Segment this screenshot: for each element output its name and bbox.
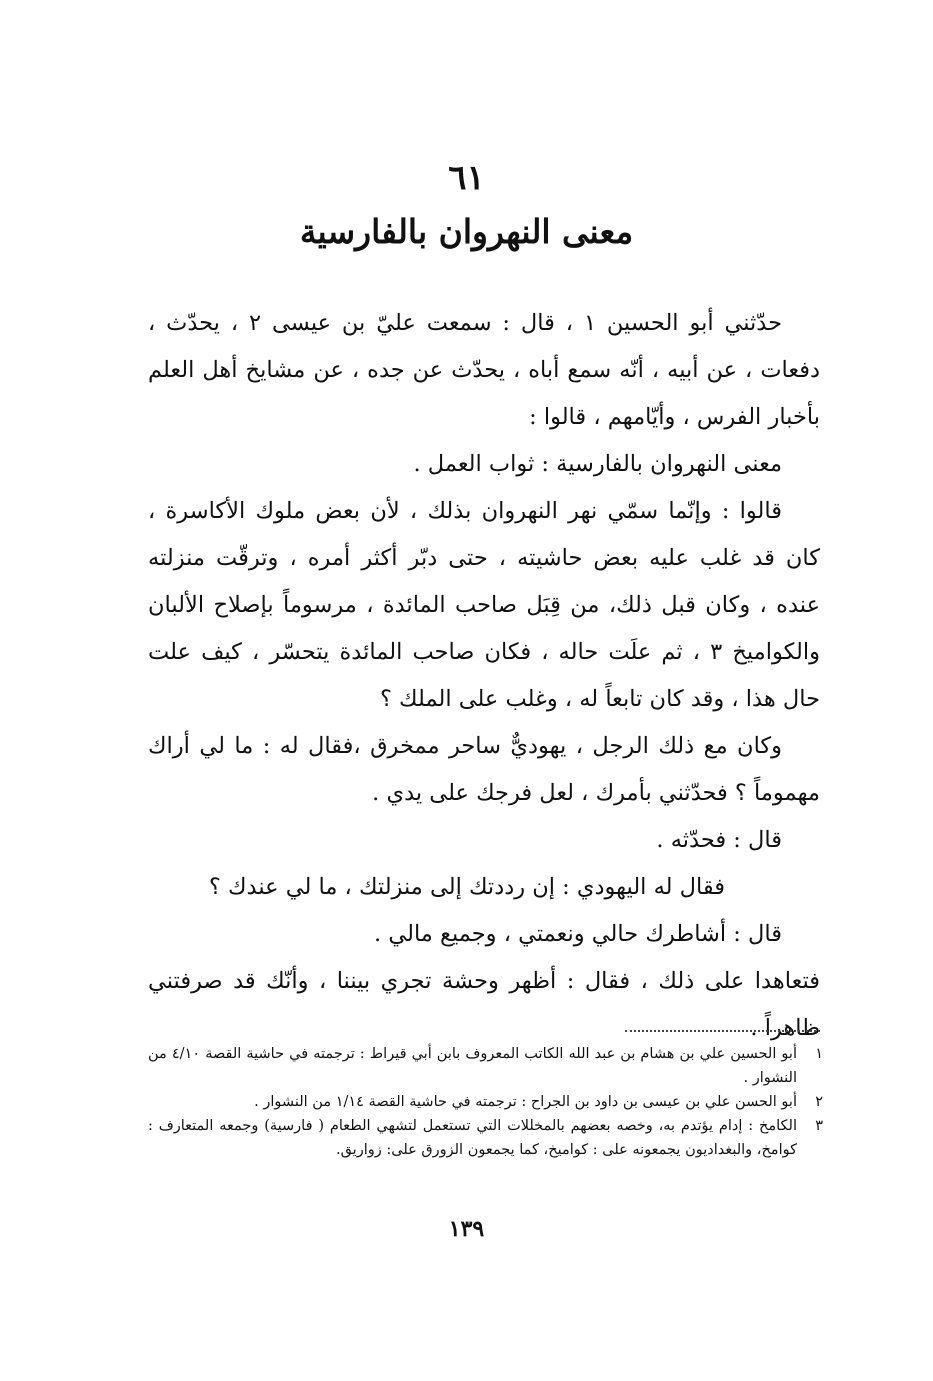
page-number: ١٣٩ bbox=[448, 1216, 485, 1242]
body-text bbox=[148, 300, 820, 1052]
footnote-text: أبو الحسين علي بن هشام بن عبد الله الكاتب المعروف بابن أبي قيراط : ترجمته في حاشية القصة ٤/١٠ من النشوار . bbox=[148, 1046, 797, 1086]
paragraph-tell: قال : فحدّثه . bbox=[656, 827, 782, 853]
paragraph-story: قالوا : وإنّما سمّي نهر النهروان بذلك ، لأن بعض ملوك الأكاسرة ، كان قد غلب عليه بعض حاشيته ، حتى دبّر أكثر أمره ، وترقّت منزلته عنده ، وكان قبل ذلك، من قِبَل صاحب المائدة ، مرسوماً بإصلاح الألبان والكواميخ ٣ ، ثم علَت حاله ، فكان صاحب المائدة يتحسّر ، كيف علت حال هذا ، وقد كان تابعاً له ، وغلب على الملك ؟ bbox=[148, 498, 820, 712]
paragraph-jew: وكان مع ذلك الرجل ، يهوديٌّ ساحر ممخرق ،فقال له : ما لي أراك مهموماً ؟ فحدّثني بأمرك ، لعل فرجك على يدي . bbox=[148, 733, 820, 806]
footnote-text: الكامخ : إدام يؤتدم به، وخصه بعضهم بالمخللات التي تستعمل لتشهي الطعام ( فارسية) وجمعه المتعارف : كوامخ، والبغداديون يجمعونه على : كواميخ، كما يجمعون الزورق على: زواريق. bbox=[148, 1118, 797, 1158]
story-number: ٦١ bbox=[448, 158, 485, 198]
footnote-number: ٢ bbox=[815, 1094, 823, 1110]
footnote bbox=[148, 1114, 823, 1162]
footnote-number: ١ bbox=[815, 1046, 823, 1062]
paragraph-pact: فتعاهدا على ذلك ، فقال : أظهر وحشة تجري بيننا ، وأنّك قد صرفتني ظاهراً . bbox=[148, 968, 820, 1041]
paragraph-isnad: حدّثني أبو الحسين ١ ، قال : سمعت عليّ بن عيسى ٢ ، يحدّث ، دفعات ، عن أبيه ، أنّه سمع أباه ، يحدّث عن جده ، عن مشايخ أهل العلم بأخبار الفرس ، وأيّامهم ، قالوا : bbox=[148, 310, 820, 430]
paragraph-meaning: معنى النهروان بالفارسية : ثواب العمل . bbox=[413, 451, 782, 477]
story-title: معنى النهروان بالفارسية bbox=[299, 212, 634, 251]
footnote-text: أبو الحسن علي بن عيسى بن داود بن الجراح : ترجمته في حاشية القصة ١/١٤ من النشوار . bbox=[254, 1094, 797, 1110]
footnote bbox=[148, 1042, 823, 1090]
paragraph-question: فقال له اليهودي : إن رددتك إلى منزلتك ، ما لي عندك ؟ bbox=[208, 874, 725, 900]
footnotes bbox=[148, 1042, 823, 1162]
footnote bbox=[148, 1090, 823, 1114]
footnote-number: ٣ bbox=[815, 1118, 823, 1134]
footnote-separator bbox=[625, 1030, 820, 1032]
paragraph-answer: قال : أشاطرك حالي ونعمتي ، وجميع مالي . bbox=[374, 921, 782, 947]
